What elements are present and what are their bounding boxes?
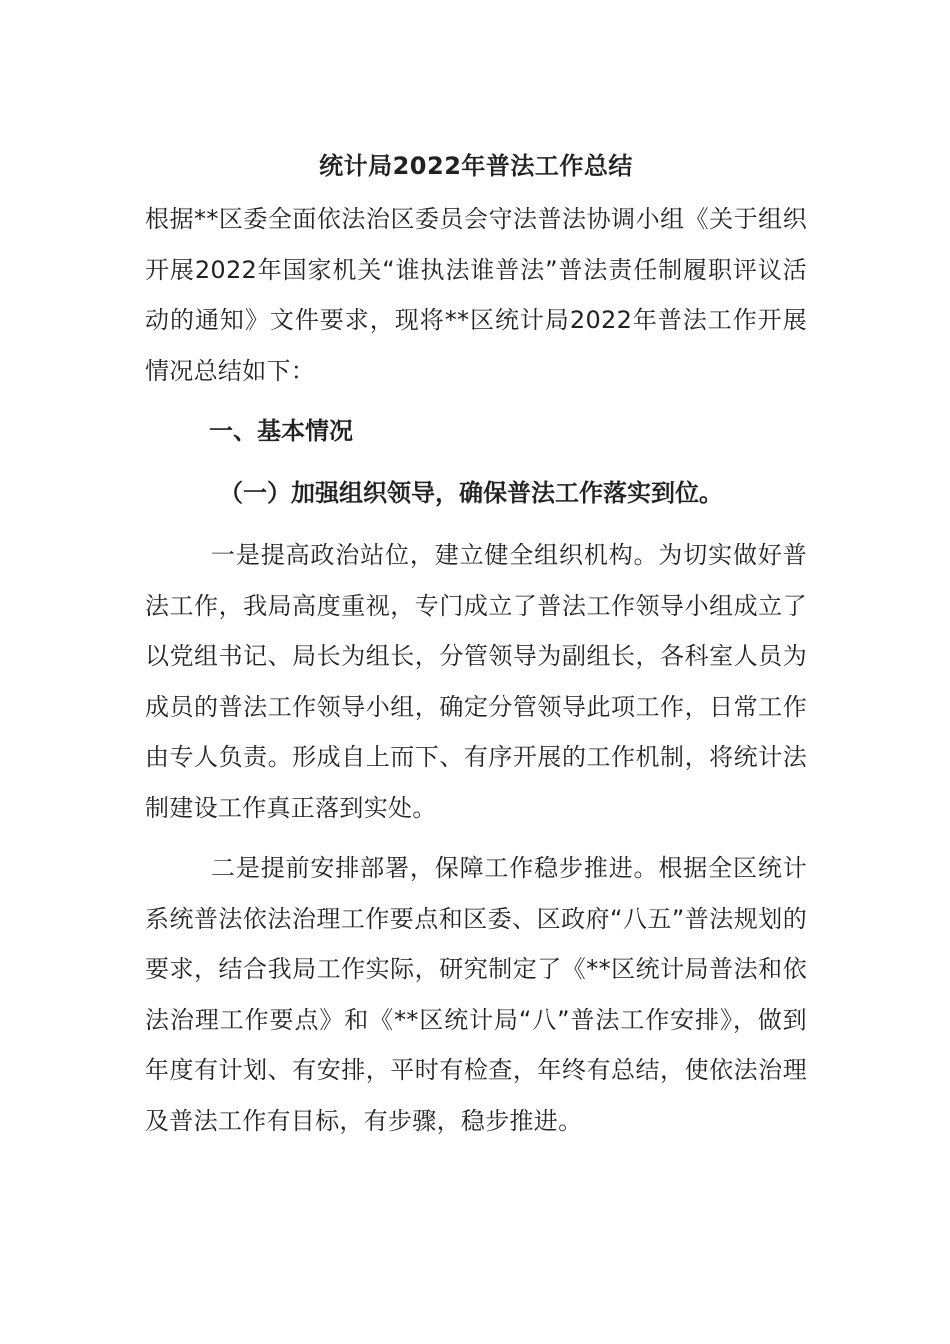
body-paragraph-1: 一是提高政治站位，建立健全组织机构。为切实做好普法工作，我局高度重视，专门成立了普法工作领导小组成立了以党组书记、局长为组长，分管领导为副组长，各科室人员为成员的普法工作领导小组，确定分管领导此项工作，日常工作由专人负责。形成自上而下、有序开展的工作机制，将统计法制建设工作真正落到实处。 (145, 541, 807, 822)
subsection-heading-organization: （一）加强组织领导，确保普法工作落实到位。 (219, 479, 723, 507)
document-title: 统计局2022年普法工作总结 (319, 152, 633, 180)
document-body (145, 144, 807, 1156)
body-paragraph-2: 二是提前安排部署，保障工作稳步推进。根据全区统计系统普法依法治理工作要点和区委、区政府“八五”普法规划的要求，结合我局工作实际，研究制定了《**区统计局普法和依法治理工作要点》和《**区统计局“八”普法工作安排》，做到年度有计划、有安排，平时有检查，年终有总结，使依法治理及普法工作有目标，有步骤，稳步推进。 (145, 854, 807, 1135)
intro-paragraph: 根据**区委全面依法治区委员会守法普法协调小组《关于组织开展2022年国家机关“谁执法谁普法”普法责任制履职评议活动的通知》文件要求，现将**区统计局2022年普法工作开展情况总结如下： (145, 205, 807, 385)
section-heading-basic-situation: 一、基本情况 (209, 417, 353, 445)
